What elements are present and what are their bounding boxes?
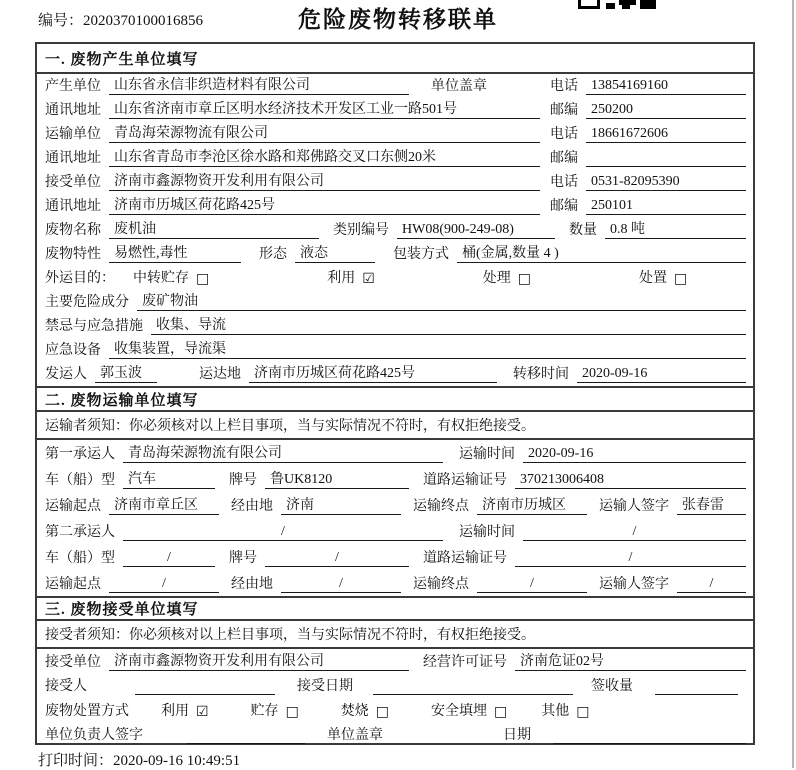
phone-value: 13854169160 (586, 78, 746, 95)
section-receiver (37, 596, 753, 747)
row-manager-sign (37, 723, 753, 748)
row-carrier1 (37, 440, 753, 466)
section-producer (37, 44, 753, 386)
emergency-label: 禁忌与应急措施 (45, 319, 143, 334)
row-receiving-person (37, 674, 753, 699)
row-emergency-equipment (37, 338, 753, 362)
signed-amount-label: 签收量 (591, 679, 633, 694)
origin-label: 运输起点 (45, 499, 101, 514)
origin-value: 济南市章丘区 (109, 494, 219, 515)
row-waste-character (37, 242, 753, 266)
transport-time-label: 运输时间 (459, 447, 515, 462)
manager-sign-label: 单位负责人签字 (45, 728, 143, 743)
disposal-option: 贮存 □ (250, 703, 299, 720)
checkbox-icon: □ (285, 703, 299, 720)
qr-code-fragment (578, 0, 658, 10)
carrier-sign-value: / (677, 576, 746, 593)
purpose-option: 处置 □ (639, 271, 688, 287)
row-receiving-unit (37, 649, 753, 674)
road-license-label: 道路运输证号 (423, 551, 507, 566)
packing-value: 桶(金属,数量 4 ) (457, 242, 746, 263)
checkbox-icon: ☑ (362, 271, 375, 287)
row-shipper (37, 362, 753, 386)
producer-value: 山东省永信非织造材料有限公司 (109, 74, 409, 95)
print-time-value: 2020-09-16 10:49:51 (113, 753, 241, 769)
receiving-person-value (135, 678, 275, 695)
checkbox-icon: □ (494, 703, 508, 720)
carrier2-value: / (123, 524, 443, 541)
phone-label: 电话 (550, 175, 578, 190)
address-value: 济南市历城区荷花路425号 (109, 194, 540, 215)
shipper-label: 发运人 (45, 367, 87, 382)
receiving-person-label: 接受人 (45, 679, 87, 694)
form-value: 液态 (295, 242, 375, 263)
date-label: 日期 (503, 728, 531, 743)
via-value: / (281, 576, 401, 593)
vehicle-type-label: 车（船）型 (45, 473, 115, 488)
via-label: 经由地 (231, 577, 273, 592)
packing-label: 包装方式 (393, 247, 449, 262)
receiving-date-label: 接受日期 (297, 679, 353, 694)
section1-header: 一. 废物产生单位填写 (37, 44, 753, 74)
carrier-sign-label: 运输人签字 (599, 577, 669, 592)
address-value: 山东省青岛市李沧区徐水路和郑佛路交叉口东侧20米 (109, 146, 540, 167)
row-emergency-measures (37, 314, 753, 338)
plate-label: 牌号 (229, 551, 257, 566)
via-label: 经由地 (231, 499, 273, 514)
row-receiver-address (37, 194, 753, 218)
serial-value: 2020370100016856 (83, 13, 204, 29)
road-license-value: / (515, 550, 746, 567)
page-edge-line (792, 0, 794, 768)
terminus-value: / (477, 576, 587, 593)
manifest-form (35, 42, 755, 745)
checkbox-icon: □ (674, 271, 688, 287)
transfer-time-value: 2020-09-16 (577, 366, 746, 383)
row-route2 (37, 570, 753, 596)
receiving-unit-label: 接受单位 (45, 654, 101, 670)
form-label: 形态 (259, 247, 287, 262)
row-receiver (37, 170, 753, 194)
address-value: 山东省济南市章丘区明水经济技术开发区工业一路501号 (109, 98, 540, 119)
destination-value: 济南市历城区荷花路425号 (249, 362, 497, 383)
phone-label: 电话 (550, 79, 578, 94)
category-value: HW08(900-249-08) (397, 222, 555, 239)
disposal-option: 安全填埋 □ (431, 703, 508, 720)
row-producer-address (37, 98, 753, 122)
page-title: 危险废物转移联单 (298, 7, 498, 32)
disposal-option: 利用 ☑ (161, 703, 209, 720)
carrier-sign-label: 运输人签字 (599, 499, 669, 514)
road-license-value: 370213006408 (515, 472, 746, 489)
transport-time-value: / (523, 524, 746, 541)
zip-label: 邮编 (550, 151, 578, 166)
equipment-label: 应急设备 (45, 343, 101, 358)
terminus-label: 运输终点 (413, 499, 469, 514)
address-label: 通讯地址 (45, 103, 101, 118)
transport-time-value: 2020-09-16 (523, 446, 746, 463)
manager-sign-value (187, 727, 305, 744)
address-label: 通讯地址 (45, 151, 101, 166)
category-label: 类别编号 (333, 223, 389, 238)
checkbox-icon: □ (517, 271, 532, 287)
zip-value: 250101 (586, 198, 746, 215)
disposal-option: 其他 □ (541, 703, 590, 720)
via-value: 济南 (281, 494, 401, 515)
purpose-label: 外运目的： (45, 271, 115, 286)
transport-time-label: 运输时间 (459, 525, 515, 540)
carrier2-label: 第二承运人 (45, 525, 115, 540)
row-transporter (37, 122, 753, 146)
hazard-label: 主要危险成分 (45, 295, 129, 310)
serial-label: 编号： (38, 13, 84, 29)
print-time-line (38, 749, 240, 770)
origin-label: 运输起点 (45, 577, 101, 592)
signed-amount-value (655, 678, 738, 695)
plate-label: 牌号 (229, 473, 257, 488)
transfer-time-label: 转移时间 (513, 367, 569, 382)
print-time-label: 打印时间： (38, 753, 114, 769)
date-value (553, 727, 746, 744)
hazard-value: 废矿物油 (137, 290, 746, 311)
row-purpose (37, 266, 753, 290)
character-label: 废物特性 (45, 247, 101, 262)
receiving-unit-value: 济南市鑫源物资开发利用有限公司 (109, 650, 409, 671)
phone-label: 电话 (550, 127, 578, 142)
vehicle-type-label: 车（船）型 (45, 551, 115, 566)
section3-header: 三. 废物接受单位填写 (37, 596, 753, 621)
origin-value: / (109, 576, 219, 593)
plate-value: / (265, 550, 409, 567)
receiver-label: 接受单位 (45, 175, 101, 190)
disposal-option: 焚烧 □ (340, 703, 390, 720)
quantity-label: 数量 (569, 223, 597, 238)
transporter-value: 青岛海荣源物流有限公司 (109, 122, 540, 143)
receiving-date-value (373, 678, 573, 695)
quantity-value: 0.8 吨 (605, 218, 746, 239)
checkbox-icon: □ (375, 703, 390, 720)
operating-license-label: 经营许可证号 (423, 654, 507, 670)
operating-license-value: 济南危证02号 (515, 650, 746, 671)
road-license-label: 道路运输证号 (423, 473, 507, 488)
transporter-notice: 运输者须知：你必须核对以上栏目事项，当与实际情况不符时，有权拒绝接受。 (37, 412, 753, 440)
carrier-sign-value: 张春雷 (677, 494, 746, 515)
phone-value: 0531-82095390 (586, 174, 746, 191)
row-vehicle1 (37, 466, 753, 492)
checkbox-icon: □ (576, 703, 590, 720)
waste-name-value: 废机油 (109, 218, 319, 239)
vehicle-type-value: 汽车 (123, 468, 215, 489)
destination-label: 运达地 (199, 367, 241, 382)
row-transporter-address (37, 146, 753, 170)
row-carrier2 (37, 518, 753, 544)
checkbox-icon: □ (196, 271, 210, 287)
transporter-label: 运输单位 (45, 127, 101, 142)
terminus-value: 济南市历城区 (477, 494, 587, 515)
carrier1-label: 第一承运人 (45, 447, 115, 462)
vehicle-type-value: / (123, 550, 215, 567)
row-waste-name (37, 218, 753, 242)
purpose-option: 中转贮存 □ (133, 271, 210, 287)
row-route1 (37, 492, 753, 518)
receiver-notice: 接受者须知：你必须核对以上栏目事项，当与实际情况不符时，有权拒绝接受。 (37, 621, 753, 649)
zip-value (586, 150, 746, 167)
waste-name-label: 废物名称 (45, 223, 101, 238)
zip-value: 250200 (586, 102, 746, 119)
terminus-label: 运输终点 (413, 577, 469, 592)
zip-label: 邮编 (550, 103, 578, 118)
purpose-option: 处理 □ (482, 271, 532, 287)
row-disposal-method (37, 698, 753, 723)
purpose-option: 利用 ☑ (327, 271, 375, 287)
producer-label: 产生单位 (45, 79, 101, 94)
carrier1-value: 青岛海荣源物流有限公司 (123, 442, 443, 463)
character-value: 易燃性,毒性 (109, 242, 241, 263)
disposal-method-label: 废物处置方式 (45, 703, 129, 719)
row-hazard (37, 290, 753, 314)
seal-label: 单位盖章 (431, 79, 487, 94)
plate-value: 鲁UK8120 (265, 468, 409, 489)
address-label: 通讯地址 (45, 199, 101, 214)
receiver-value: 济南市鑫源物资开发利用有限公司 (109, 170, 540, 191)
phone-value: 18661672606 (586, 126, 746, 143)
row-vehicle2 (37, 544, 753, 570)
section-transporter (37, 386, 753, 596)
unit-seal-label: 单位盖章 (327, 728, 383, 743)
emergency-value: 收集、导流 (151, 314, 746, 335)
checkbox-icon: ☑ (196, 703, 209, 720)
shipper-value: 郭玉波 (95, 362, 157, 383)
equipment-value: 收集装置，导流渠 (109, 338, 746, 359)
zip-label: 邮编 (550, 199, 578, 214)
row-producer (37, 74, 753, 98)
section2-header: 二. 废物运输单位填写 (37, 386, 753, 412)
